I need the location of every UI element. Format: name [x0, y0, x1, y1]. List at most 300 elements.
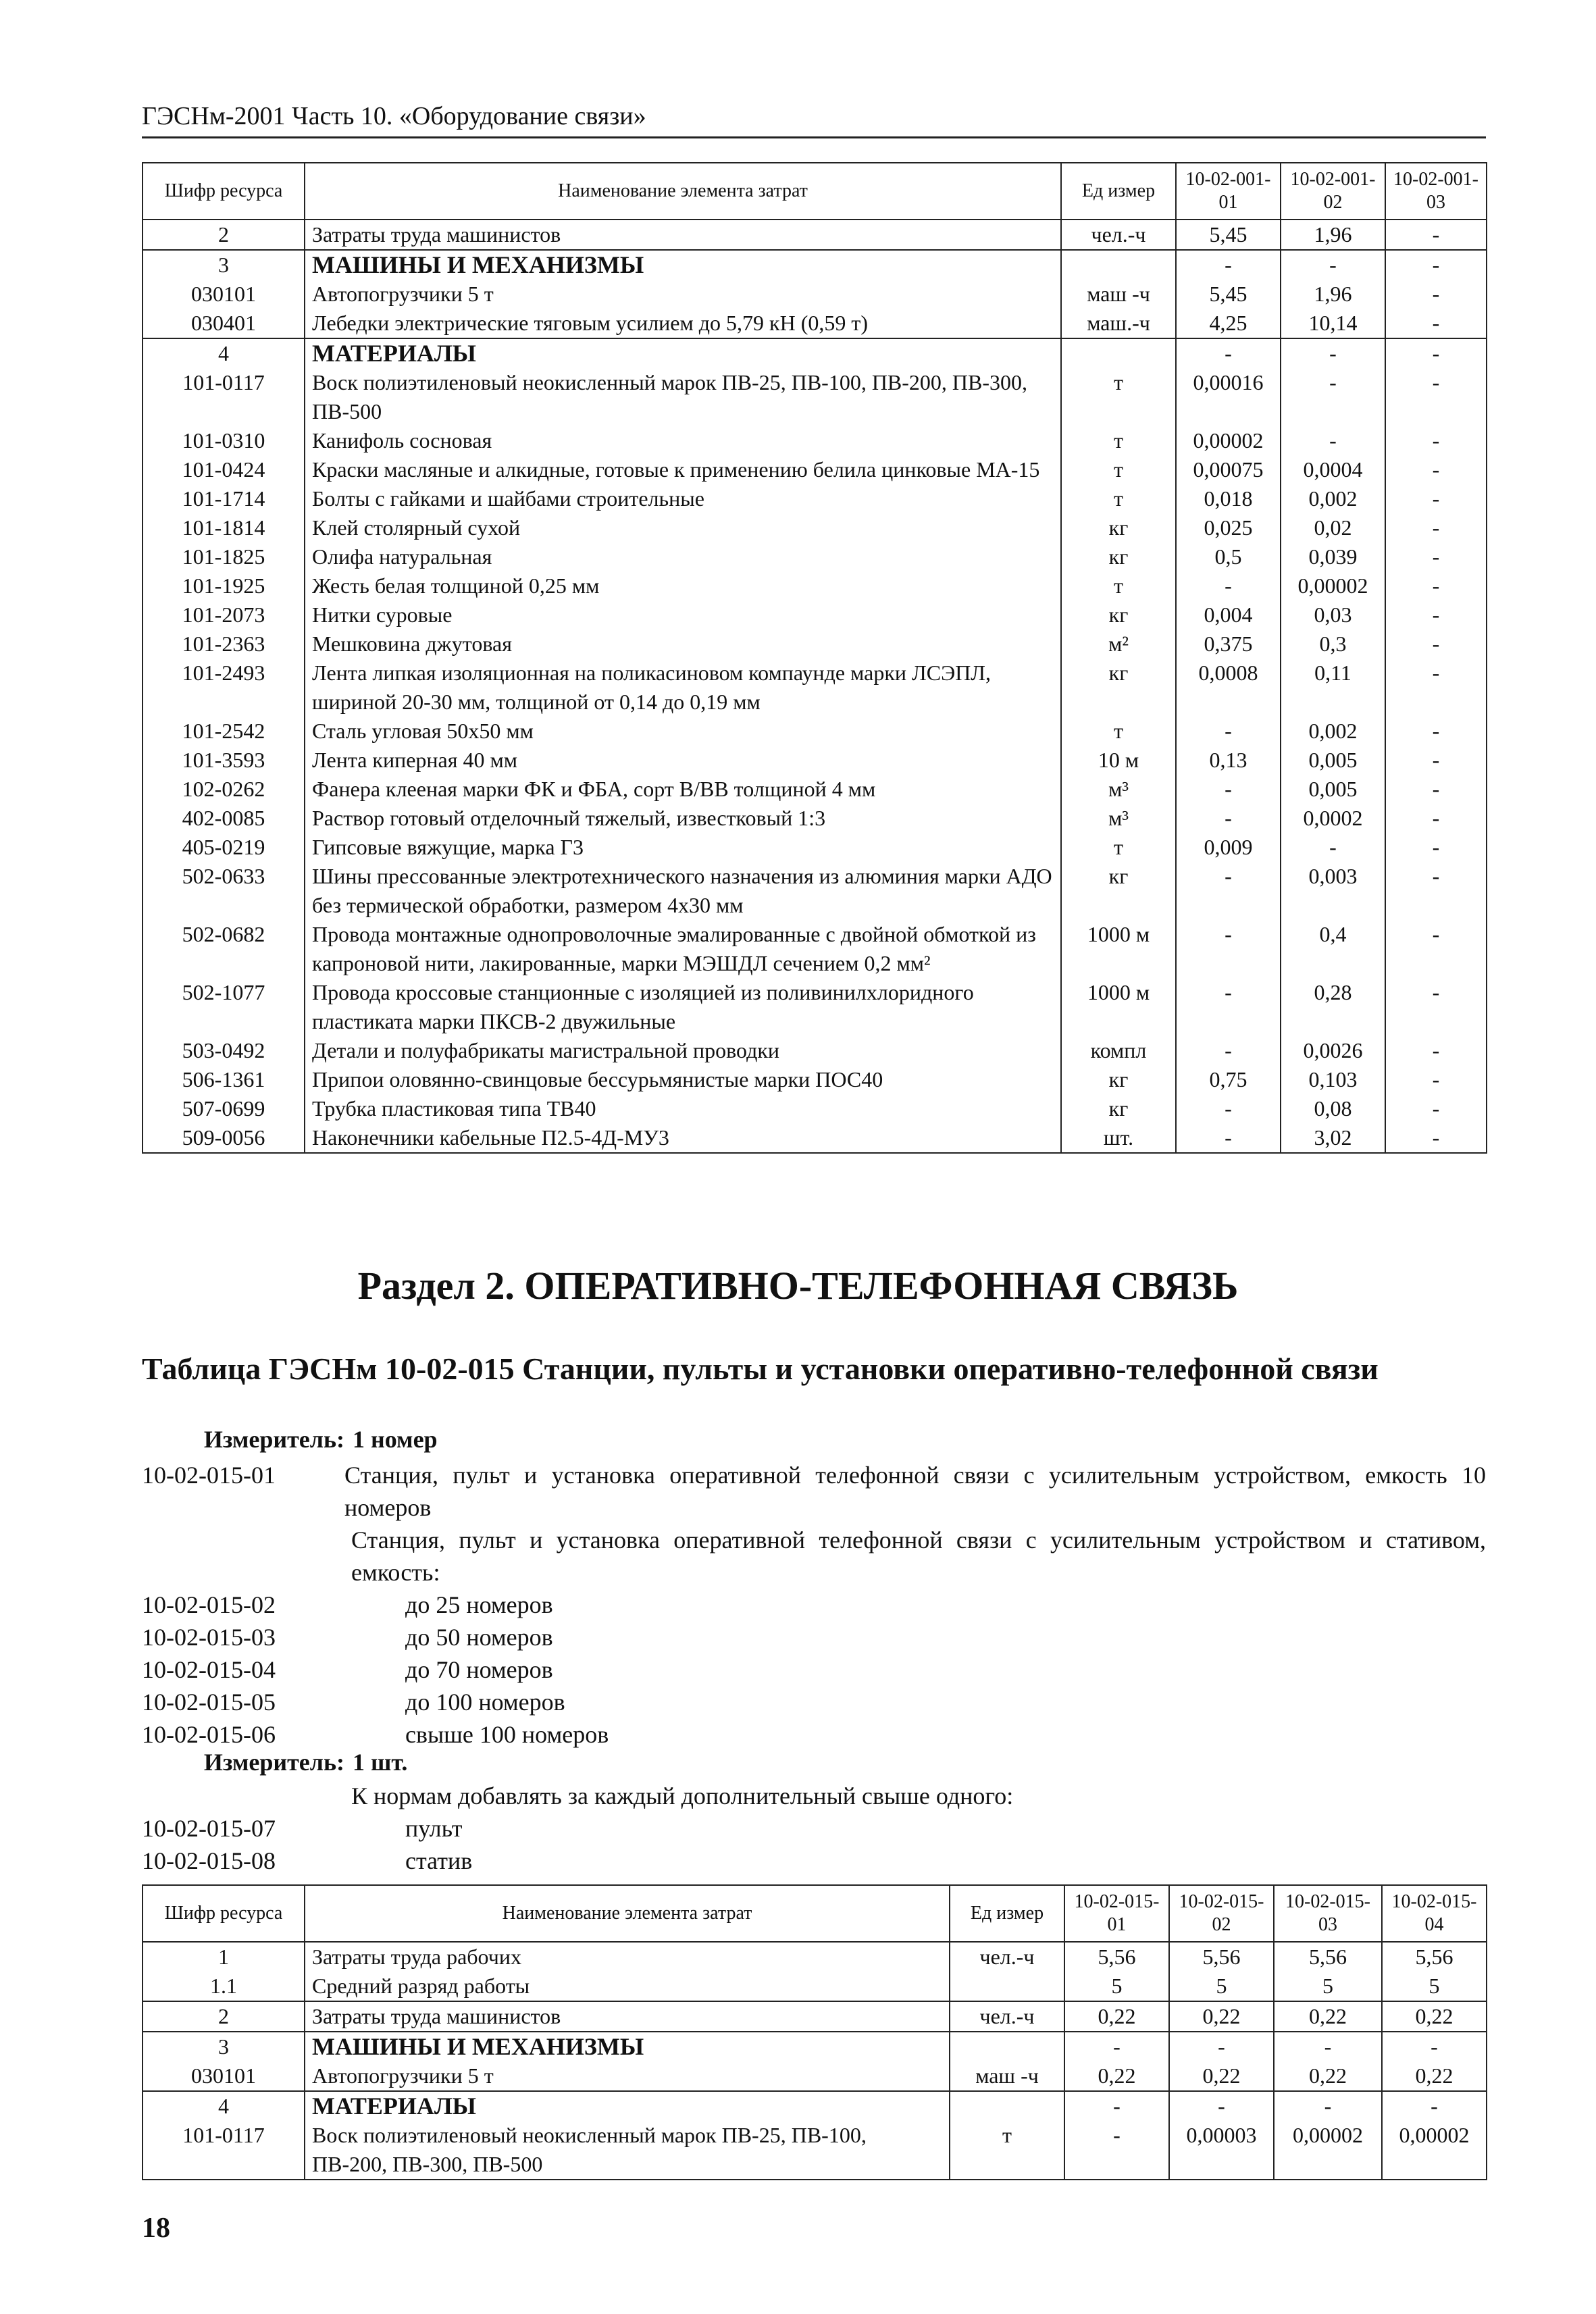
cost-element-name-cell: Затраты труда рабочих — [305, 1942, 950, 1972]
column-header: Ед измер — [1061, 163, 1176, 220]
resource-code-cell: 4 — [143, 338, 305, 368]
resource-code-cell: 030401 — [143, 309, 305, 338]
norm-value-cell: - — [1176, 717, 1281, 746]
norm-value-cell: 0,002 — [1281, 717, 1385, 746]
cost-element-name-cell: Затраты труда машинистов — [305, 2001, 950, 2032]
resource-code-cell: 3 — [143, 250, 305, 280]
column-header: Ед измер — [950, 1885, 1064, 1942]
meter-line — [142, 1425, 438, 1454]
norm-value-cell: - — [1281, 426, 1385, 455]
norm-value-cell: 0,5 — [1176, 542, 1281, 571]
column-header: 10-02-015-01 — [1064, 1885, 1169, 1942]
cost-element-name-cell: Автопогрузчики 5 т — [305, 280, 1061, 309]
cost-element-name-cell: Мешковина джутовая — [305, 629, 1061, 659]
column-header: Шифр ресурса — [143, 163, 305, 220]
norm-value-cell: - — [1169, 2091, 1274, 2121]
norm-item — [142, 1845, 1486, 1877]
meter-label: Измеритель: — [203, 1426, 344, 1453]
table-row — [143, 426, 1487, 455]
unit-cell — [950, 1972, 1064, 2001]
unit-cell — [950, 2091, 1064, 2121]
norm-value-cell: - — [1385, 309, 1487, 338]
column-header: 10-02-015-02 — [1169, 1885, 1274, 1942]
unit-cell: кг — [1061, 659, 1176, 717]
cost-element-name-cell: Краски масляные и алкидные, готовые к применению белила цинковые МА-15 — [305, 455, 1061, 484]
norm-value-cell: 0,22 — [1382, 2001, 1487, 2032]
resource-code-cell: 405-0219 — [143, 833, 305, 862]
meter-value: 1 шт. — [353, 1749, 408, 1776]
cost-element-name-cell: Олифа натуральная — [305, 542, 1061, 571]
norm-value-cell: 0,039 — [1281, 542, 1385, 571]
norm-value-cell: 1,96 — [1281, 220, 1385, 250]
norm-value-cell: - — [1385, 1036, 1487, 1065]
norm-value-cell: - — [1385, 746, 1487, 775]
norm-value-cell: - — [1169, 2032, 1274, 2061]
norm-lead-text: Станция, пульт и установка оперативной телефонной связи с усилительным устройством и стативом, емкость: — [351, 1526, 1486, 1586]
norm-value-cell: 0,00002 — [1274, 2121, 1382, 2180]
table-title: Таблица ГЭСНм 10-02-015 Станции, пульты и установки оперативно-телефонной связи — [142, 1352, 1379, 1386]
resource-code-cell: 3 — [143, 2032, 305, 2061]
norm-value-cell: 5,56 — [1064, 1942, 1169, 1972]
norm-code: 10-02-015-04 — [142, 1656, 276, 1683]
norm-description: до 50 номеров — [405, 1624, 553, 1651]
norm-value-cell: - — [1385, 571, 1487, 600]
norm-value-cell: - — [1176, 1123, 1281, 1153]
norm-value-cell: 0,08 — [1281, 1094, 1385, 1123]
norm-value-cell: - — [1176, 804, 1281, 833]
norm-code: 10-02-015-01 — [142, 1462, 276, 1489]
norm-value-cell: 0,02 — [1281, 513, 1385, 542]
norm-value-cell: - — [1385, 775, 1487, 804]
norm-value-cell: - — [1274, 2032, 1382, 2061]
resource-code-cell: 507-0699 — [143, 1094, 305, 1123]
norm-value-cell: 0,00075 — [1176, 455, 1281, 484]
norm-value-cell: - — [1385, 484, 1487, 513]
section-title: Раздел 2. ОПЕРАТИВНО-ТЕЛЕФОННАЯ СВЯЗЬ — [357, 1264, 1239, 1308]
norm-item — [142, 1812, 1486, 1845]
norm-value-cell: - — [1385, 455, 1487, 484]
norm-value-cell: 0,103 — [1281, 1065, 1385, 1094]
table-row — [143, 2001, 1487, 2032]
norm-description: статив — [405, 1847, 473, 1874]
norm-value-cell: - — [1382, 2091, 1487, 2121]
norm-value-cell: 0,4 — [1281, 920, 1385, 978]
norm-value-cell: 0,00002 — [1281, 571, 1385, 600]
table-row — [143, 717, 1487, 746]
norm-value-cell: 5,56 — [1382, 1942, 1487, 1972]
cost-element-name-cell: МАШИНЫ И МЕХАНИЗМЫ — [305, 2032, 950, 2061]
norm-value-cell: - — [1382, 2032, 1487, 2061]
table-row — [143, 833, 1487, 862]
norm-code: 10-02-015-05 — [142, 1689, 276, 1716]
resource-code-cell: 402-0085 — [143, 804, 305, 833]
norm-value-cell: - — [1281, 250, 1385, 280]
column-header: 10-02-001-03 — [1385, 163, 1487, 220]
resource-code-cell: 502-0682 — [143, 920, 305, 978]
table-row — [143, 659, 1487, 717]
norm-value-cell: 5,45 — [1176, 220, 1281, 250]
norm-value-cell: 1,96 — [1281, 280, 1385, 309]
norm-value-cell: 5 — [1382, 1972, 1487, 2001]
unit-cell: кг — [1061, 1094, 1176, 1123]
norm-description: до 70 номеров — [405, 1656, 553, 1683]
norm-value-cell: - — [1176, 775, 1281, 804]
norm-value-cell: - — [1385, 1123, 1487, 1153]
norm-code: 10-02-015-03 — [142, 1624, 276, 1651]
cost-element-name-cell: Сталь угловая 50х50 мм — [305, 717, 1061, 746]
table-row — [143, 220, 1487, 250]
unit-cell: маш -ч — [950, 2061, 1064, 2091]
unit-cell — [1061, 338, 1176, 368]
unit-cell: т — [1061, 426, 1176, 455]
resource-code-cell: 101-1814 — [143, 513, 305, 542]
page-header: ГЭСНм-2001 Часть 10. «Оборудование связи» — [142, 101, 1486, 138]
norm-item — [142, 1653, 1486, 1686]
cost-element-name-cell: Шины прессованные электротехнического назначения из алюминия марки АДО без термической обработки, размером 4х30 мм — [305, 862, 1061, 920]
resource-code-cell: 1 — [143, 1942, 305, 1972]
cost-element-name-cell: Провода монтажные однопроволочные эмалированные с двойной обмоткой из капроновой нити, лакированные, марки МЭШДЛ сечением 0,2 мм² — [305, 920, 1061, 978]
resource-code-cell: 101-2363 — [143, 629, 305, 659]
norm-value-cell: 0,3 — [1281, 629, 1385, 659]
resource-code-cell: 502-1077 — [143, 978, 305, 1036]
norm-value-cell: 0,002 — [1281, 484, 1385, 513]
norm-value-cell: 0,0026 — [1281, 1036, 1385, 1065]
unit-cell: 1000 м — [1061, 978, 1176, 1036]
cost-element-name-cell: Припои оловянно-свинцовые бессурьмянистые марки ПОС40 — [305, 1065, 1061, 1094]
norm-value-cell: 0,009 — [1176, 833, 1281, 862]
meter-line — [142, 1748, 407, 1776]
column-header: Наименование элемента затрат — [305, 1885, 950, 1942]
norm-value-cell: 5,56 — [1274, 1942, 1382, 1972]
unit-cell: маш -ч — [1061, 280, 1176, 309]
section-row — [143, 2091, 1487, 2121]
norm-value-cell: - — [1176, 978, 1281, 1036]
norm-value-cell: - — [1281, 338, 1385, 368]
cost-element-name-cell: Раствор готовый отделочный тяжелый, известковый 1:3 — [305, 804, 1061, 833]
unit-cell: маш.-ч — [1061, 309, 1176, 338]
norm-value-cell: 0,22 — [1064, 2061, 1169, 2091]
column-header: 10-02-015-03 — [1274, 1885, 1382, 1942]
table-row — [143, 629, 1487, 659]
table-row — [143, 571, 1487, 600]
resource-code-cell: 101-1825 — [143, 542, 305, 571]
resource-code-cell: 506-1361 — [143, 1065, 305, 1094]
norm-value-cell: 0,025 — [1176, 513, 1281, 542]
norm-list-a — [142, 1459, 1486, 1751]
resource-code-cell: 030101 — [143, 2061, 305, 2091]
cost-element-name-cell: Воск полиэтиленовый неокисленный марок ПВ-25, ПВ-100, ПВ-200, ПВ-300, ПВ-500 — [305, 2121, 950, 2180]
norm-value-cell: 0,003 — [1281, 862, 1385, 920]
unit-cell — [950, 2032, 1064, 2061]
norm-value-cell: - — [1385, 220, 1487, 250]
norm-value-cell: - — [1176, 920, 1281, 978]
norm-value-cell: - — [1176, 338, 1281, 368]
cost-element-name-cell: Средний разряд работы — [305, 1972, 950, 2001]
table-row — [143, 1942, 1487, 1972]
table-row — [143, 2061, 1487, 2091]
norm-value-cell: 0,005 — [1281, 775, 1385, 804]
unit-cell: кг — [1061, 542, 1176, 571]
resource-code-cell: 101-2073 — [143, 600, 305, 629]
cost-element-name-cell: Лента киперная 40 мм — [305, 746, 1061, 775]
norm-value-cell: - — [1176, 1094, 1281, 1123]
norm-value-cell: 0,28 — [1281, 978, 1385, 1036]
norm-code: 10-02-015-07 — [142, 1815, 276, 1842]
table-row — [143, 455, 1487, 484]
table-row — [143, 1036, 1487, 1065]
norm-code: 10-02-015-06 — [142, 1721, 276, 1748]
norm-value-cell: 4,25 — [1176, 309, 1281, 338]
cost-element-name-cell: Клей столярный сухой — [305, 513, 1061, 542]
cost-element-name-cell: Фанера клееная марки ФК и ФБА, сорт В/ВВ толщиной 4 мм — [305, 775, 1061, 804]
resource-code-cell: 101-2493 — [143, 659, 305, 717]
table-row — [143, 542, 1487, 571]
norm-value-cell: 5 — [1274, 1972, 1382, 2001]
norm-value-cell: 0,22 — [1064, 2001, 1169, 2032]
section-row — [143, 338, 1487, 368]
unit-cell: м³ — [1061, 804, 1176, 833]
norm-value-cell: - — [1385, 862, 1487, 920]
column-header: 10-02-001-02 — [1281, 163, 1385, 220]
resource-code-cell: 101-0117 — [143, 368, 305, 426]
norm-value-cell: 0,13 — [1176, 746, 1281, 775]
norm-value-cell: - — [1385, 833, 1487, 862]
norm-value-cell: - — [1385, 338, 1487, 368]
norm-value-cell: 0,22 — [1382, 2061, 1487, 2091]
resource-code-cell: 101-3593 — [143, 746, 305, 775]
table-row — [143, 746, 1487, 775]
cost-element-name-cell: МАШИНЫ И МЕХАНИЗМЫ — [305, 250, 1061, 280]
cost-element-name-cell: Трубка пластиковая типа ТВ40 — [305, 1094, 1061, 1123]
unit-cell: т — [1061, 833, 1176, 862]
norm-description: до 25 номеров — [405, 1591, 553, 1618]
norm-value-cell: - — [1274, 2091, 1382, 2121]
cost-element-name-cell: Канифоль сосновая — [305, 426, 1061, 455]
norm-value-cell: 0,75 — [1176, 1065, 1281, 1094]
section-row — [143, 2032, 1487, 2061]
resource-code-cell: 503-0492 — [143, 1036, 305, 1065]
meter-value: 1 номер — [353, 1426, 438, 1453]
table-row — [143, 280, 1487, 309]
table-row — [143, 775, 1487, 804]
table-row — [143, 600, 1487, 629]
unit-cell: компл — [1061, 1036, 1176, 1065]
resource-code-cell: 101-2542 — [143, 717, 305, 746]
norm-value-cell: - — [1281, 833, 1385, 862]
cost-element-name-cell: МАТЕРИАЛЫ — [305, 2091, 950, 2121]
table-row — [143, 804, 1487, 833]
norm-value-cell: 0,00016 — [1176, 368, 1281, 426]
norm-value-cell: - — [1385, 629, 1487, 659]
unit-cell: т — [1061, 571, 1176, 600]
table-row — [143, 1123, 1487, 1153]
table-row — [143, 862, 1487, 920]
unit-cell: т — [950, 2121, 1064, 2180]
norm-lead-text: К нормам добавлять за каждый дополнительный свыше одного: — [351, 1782, 1014, 1809]
table-row — [143, 920, 1487, 978]
table-header-row — [143, 1885, 1487, 1942]
norm-value-cell: 0,00002 — [1382, 2121, 1487, 2180]
norm-value-cell: - — [1385, 978, 1487, 1036]
unit-cell: кг — [1061, 600, 1176, 629]
table-row — [143, 1972, 1487, 2001]
cost-element-name-cell: Воск полиэтиленовый неокисленный марок ПВ-25, ПВ-100, ПВ-200, ПВ-300, ПВ-500 — [305, 368, 1061, 426]
norm-item — [142, 1621, 1486, 1653]
resource-code-cell: 4 — [143, 2091, 305, 2121]
table-row — [143, 1065, 1487, 1094]
unit-cell: т — [1061, 368, 1176, 426]
resource-table-001 — [142, 162, 1487, 1154]
norm-value-cell: 0,0008 — [1176, 659, 1281, 717]
norm-value-cell: 10,14 — [1281, 309, 1385, 338]
table-row — [143, 978, 1487, 1036]
column-header: Наименование элемента затрат — [305, 163, 1061, 220]
unit-cell: кг — [1061, 862, 1176, 920]
unit-cell: т — [1061, 484, 1176, 513]
norm-value-cell: 0,375 — [1176, 629, 1281, 659]
norm-value-cell: - — [1176, 862, 1281, 920]
norm-description: до 100 номеров — [405, 1689, 565, 1716]
norm-value-cell: - — [1385, 426, 1487, 455]
norm-value-cell: - — [1064, 2032, 1169, 2061]
unit-cell: м² — [1061, 629, 1176, 659]
norm-value-cell: - — [1385, 717, 1487, 746]
table-row — [143, 2121, 1487, 2180]
column-header: 10-02-001-01 — [1176, 163, 1281, 220]
unit-cell: 10 м — [1061, 746, 1176, 775]
norm-value-cell: - — [1385, 250, 1487, 280]
cost-element-name-cell: Наконечники кабельные П2.5-4Д-МУ3 — [305, 1123, 1061, 1153]
norm-value-cell: - — [1064, 2091, 1169, 2121]
norm-description: пульт — [405, 1815, 463, 1842]
norm-code: 10-02-015-02 — [142, 1591, 276, 1618]
norm-value-cell: - — [1385, 600, 1487, 629]
norm-code: 10-02-015-08 — [142, 1847, 276, 1874]
cost-element-name-cell: Болты с гайками и шайбами строительные — [305, 484, 1061, 513]
unit-cell: 1000 м — [1061, 920, 1176, 978]
norm-value-cell: 0,0004 — [1281, 455, 1385, 484]
unit-cell: т — [1061, 717, 1176, 746]
norm-value-cell: 0,00003 — [1169, 2121, 1274, 2180]
norm-value-cell: - — [1385, 513, 1487, 542]
cost-element-name-cell: Лента липкая изоляционная на поликасиновом компаунде марки ЛСЭПЛ, шириной 20-30 мм, толщиной от 0,14 до 0,19 мм — [305, 659, 1061, 717]
norm-value-cell: 0,00002 — [1176, 426, 1281, 455]
norm-value-cell: - — [1385, 804, 1487, 833]
norm-value-cell: - — [1064, 2121, 1169, 2180]
table-header-row — [143, 163, 1487, 220]
norm-value-cell: 3,02 — [1281, 1123, 1385, 1153]
resource-table-015 — [142, 1884, 1487, 2180]
norm-value-cell: 0,03 — [1281, 600, 1385, 629]
cost-element-name-cell: Лебедки электрические тяговым усилием до 5,79 кН (0,59 т) — [305, 309, 1061, 338]
norm-value-cell: - — [1176, 1036, 1281, 1065]
norm-value-cell: 0,22 — [1169, 2001, 1274, 2032]
norm-value-cell: 0,22 — [1274, 2061, 1382, 2091]
norm-value-cell: 0,0002 — [1281, 804, 1385, 833]
norm-value-cell: 0,005 — [1281, 746, 1385, 775]
unit-cell: чел.-ч — [1061, 220, 1176, 250]
unit-cell — [1061, 250, 1176, 280]
norm-list-b — [142, 1780, 1486, 1877]
resource-code-cell: 1.1 — [143, 1972, 305, 2001]
unit-cell: кг — [1061, 513, 1176, 542]
resource-code-cell: 101-0424 — [143, 455, 305, 484]
cost-element-name-cell: Гипсовые вяжущие, марка Г3 — [305, 833, 1061, 862]
unit-cell: м³ — [1061, 775, 1176, 804]
norm-value-cell: 0,22 — [1169, 2061, 1274, 2091]
norm-value-cell: 5 — [1064, 1972, 1169, 2001]
norm-item — [142, 1718, 1486, 1751]
table-row — [143, 368, 1487, 426]
norm-item — [142, 1686, 1486, 1718]
norm-value-cell: - — [1385, 659, 1487, 717]
resource-code-cell: 102-0262 — [143, 775, 305, 804]
norm-value-cell: 0,018 — [1176, 484, 1281, 513]
resource-code-cell: 101-0117 — [143, 2121, 305, 2180]
resource-code-cell: 101-0310 — [143, 426, 305, 455]
table-row — [143, 1094, 1487, 1123]
norm-value-cell: - — [1385, 1094, 1487, 1123]
cost-element-name-cell: Жесть белая толщиной 0,25 мм — [305, 571, 1061, 600]
unit-cell: кг — [1061, 1065, 1176, 1094]
table-row — [143, 309, 1487, 338]
norm-value-cell: - — [1385, 542, 1487, 571]
norm-value-cell: - — [1385, 920, 1487, 978]
meter-label: Измеритель: — [203, 1749, 344, 1776]
cost-element-name-cell: Автопогрузчики 5 т — [305, 2061, 950, 2091]
norm-description: Станция, пульт и установка оперативной телефонной связи с усилительным устройством, емкость 10 номеров — [344, 1462, 1486, 1521]
column-header: 10-02-015-04 — [1382, 1885, 1487, 1942]
norm-value-cell: - — [1176, 571, 1281, 600]
column-header: Шифр ресурса — [143, 1885, 305, 1942]
norm-value-cell: 0,11 — [1281, 659, 1385, 717]
cost-element-name-cell: Нитки суровые — [305, 600, 1061, 629]
unit-cell: чел.-ч — [950, 1942, 1064, 1972]
norm-value-cell: - — [1281, 368, 1385, 426]
norm-value-cell: 5,45 — [1176, 280, 1281, 309]
norm-value-cell: 5,56 — [1169, 1942, 1274, 1972]
resource-code-cell: 101-1925 — [143, 571, 305, 600]
resource-code-cell: 2 — [143, 220, 305, 250]
cost-element-name-cell: Детали и полуфабрикаты магистральной проводки — [305, 1036, 1061, 1065]
norm-value-cell: - — [1176, 250, 1281, 280]
norm-value-cell: - — [1385, 1065, 1487, 1094]
resource-code-cell: 030101 — [143, 280, 305, 309]
norm-item — [142, 1589, 1486, 1621]
cost-element-name-cell: Провода кроссовые станционные с изоляцией из поливинилхлоридного пластиката марки ПКСВ-2 двужильные — [305, 978, 1061, 1036]
unit-cell: т — [1061, 455, 1176, 484]
norm-value-cell: - — [1385, 368, 1487, 426]
unit-cell: шт. — [1061, 1123, 1176, 1153]
resource-code-cell: 101-1714 — [143, 484, 305, 513]
table-row — [143, 513, 1487, 542]
norm-item — [142, 1459, 1486, 1524]
norm-value-cell: - — [1385, 280, 1487, 309]
norm-value-cell: 0,004 — [1176, 600, 1281, 629]
page-number: 18 — [142, 2213, 170, 2244]
norm-value-cell: 0,22 — [1274, 2001, 1382, 2032]
table-row — [143, 484, 1487, 513]
unit-cell: чел.-ч — [950, 2001, 1064, 2032]
resource-code-cell: 2 — [143, 2001, 305, 2032]
section-row — [143, 250, 1487, 280]
resource-code-cell: 509-0056 — [143, 1123, 305, 1153]
cost-element-name-cell: Затраты труда машинистов — [305, 220, 1061, 250]
norm-description: свыше 100 номеров — [405, 1721, 609, 1748]
resource-code-cell: 502-0633 — [143, 862, 305, 920]
norm-value-cell: 5 — [1169, 1972, 1274, 2001]
cost-element-name-cell: МАТЕРИАЛЫ — [305, 338, 1061, 368]
